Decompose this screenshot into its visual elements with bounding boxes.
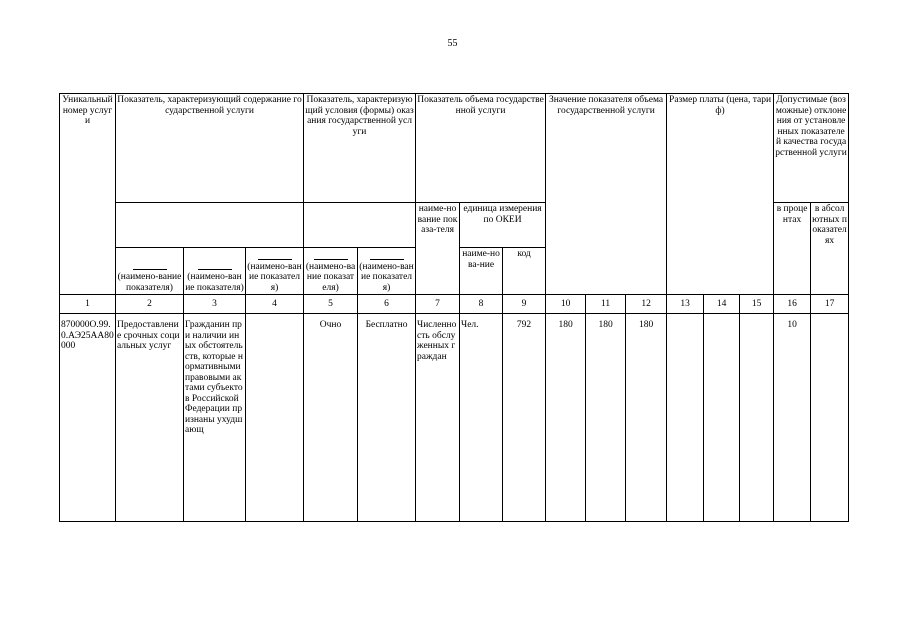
- column-number: 3: [184, 295, 246, 314]
- header-volume-values-title: Значение показателя объема государственной услуги: [548, 95, 664, 116]
- header-condition-name-2: (наимено-вание показателя): [358, 248, 416, 295]
- column-number: 13: [667, 295, 704, 314]
- cell-unit-name: Чел.: [460, 314, 503, 522]
- header-unique-number: Уникальный номер услуги: [60, 94, 116, 295]
- cell-dev-absolute: [811, 314, 849, 522]
- cell-dev-percent: 10: [774, 314, 811, 522]
- column-number: 15: [740, 295, 774, 314]
- column-number: 10: [546, 295, 586, 314]
- header-volume-name: наиме-нование показа-теля: [416, 203, 460, 295]
- table-row: [60, 314, 849, 522]
- column-number: 17: [811, 295, 849, 314]
- header-deviations: Допустимые (возможные) отклонения от установленных показателей качества государственной услуги: [774, 94, 849, 203]
- column-number: 6: [358, 295, 416, 314]
- cell-unit-code: 792: [503, 314, 546, 522]
- header-dev-absolute: в абсолютных показателях: [811, 203, 849, 295]
- header-content-name-3: (наимено-вание показателя): [246, 248, 304, 295]
- cell-content-1: Предоставление срочных социальных услуг: [116, 314, 184, 522]
- header-volume-values: [546, 94, 667, 295]
- header-okei-unit: единица измерения по ОКЕИ: [460, 203, 546, 248]
- header-conditions-indicator: Показатель, характеризующий условия (формы) оказания государственной услуги: [304, 94, 416, 203]
- cell-fee-2021: [740, 314, 774, 522]
- cell-value-2021: 180: [626, 314, 667, 522]
- column-number: 2: [116, 295, 184, 314]
- cell-value-2019: 180: [546, 314, 586, 522]
- column-number: 11: [586, 295, 626, 314]
- column-number: 9: [503, 295, 546, 314]
- header-fee-title: Размер платы (цена, тариф): [669, 95, 772, 116]
- cell-content-2: Гражданин при наличии иных обстоятельств, которые нормативными правовыми актами субъектов Российской Федерации признаны ухудшающ: [184, 314, 246, 522]
- header-fee: [667, 94, 774, 295]
- page-number: 55: [447, 38, 458, 49]
- header-row-1: [60, 94, 849, 203]
- header-content-name-2: (наимено-вание показателя): [184, 248, 246, 295]
- column-number: 1: [60, 295, 116, 314]
- cell-condition-2: Бесплатно: [358, 314, 416, 522]
- header-conditions-spacer: [304, 203, 416, 248]
- column-number: 7: [416, 295, 460, 314]
- column-number-row: [60, 295, 849, 314]
- header-content-spacer: [116, 203, 304, 248]
- cell-condition-1: Очно: [304, 314, 358, 522]
- column-number: 12: [626, 295, 667, 314]
- cell-volume-name: Численность обслуженных граждан: [416, 314, 460, 522]
- column-number: 16: [774, 295, 811, 314]
- header-content-name-1: (наимено-вание показателя): [116, 248, 184, 295]
- state-service-volume-table: [59, 93, 849, 522]
- header-volume-indicator: Показатель объема государственной услуги: [416, 94, 546, 203]
- cell-fee-2020: [704, 314, 740, 522]
- cell-unique-number: 870000О.99.0.АЭ25АА80000: [60, 314, 116, 522]
- cell-value-2020: 180: [586, 314, 626, 522]
- header-content-indicator: Показатель, характеризующий содержание государственной услуги: [116, 94, 304, 203]
- cell-content-3: [246, 314, 304, 522]
- cell-fee-2019: [667, 314, 704, 522]
- column-number: 4: [246, 295, 304, 314]
- column-number: 5: [304, 295, 358, 314]
- column-number: 8: [460, 295, 503, 314]
- header-dev-percent: в процентах: [774, 203, 811, 295]
- header-okei-code: код: [503, 248, 546, 295]
- header-okei-name: наиме-нова-ние: [460, 248, 503, 295]
- header-condition-name-1: (наимено-вание показателя): [304, 248, 358, 295]
- column-number: 14: [704, 295, 740, 314]
